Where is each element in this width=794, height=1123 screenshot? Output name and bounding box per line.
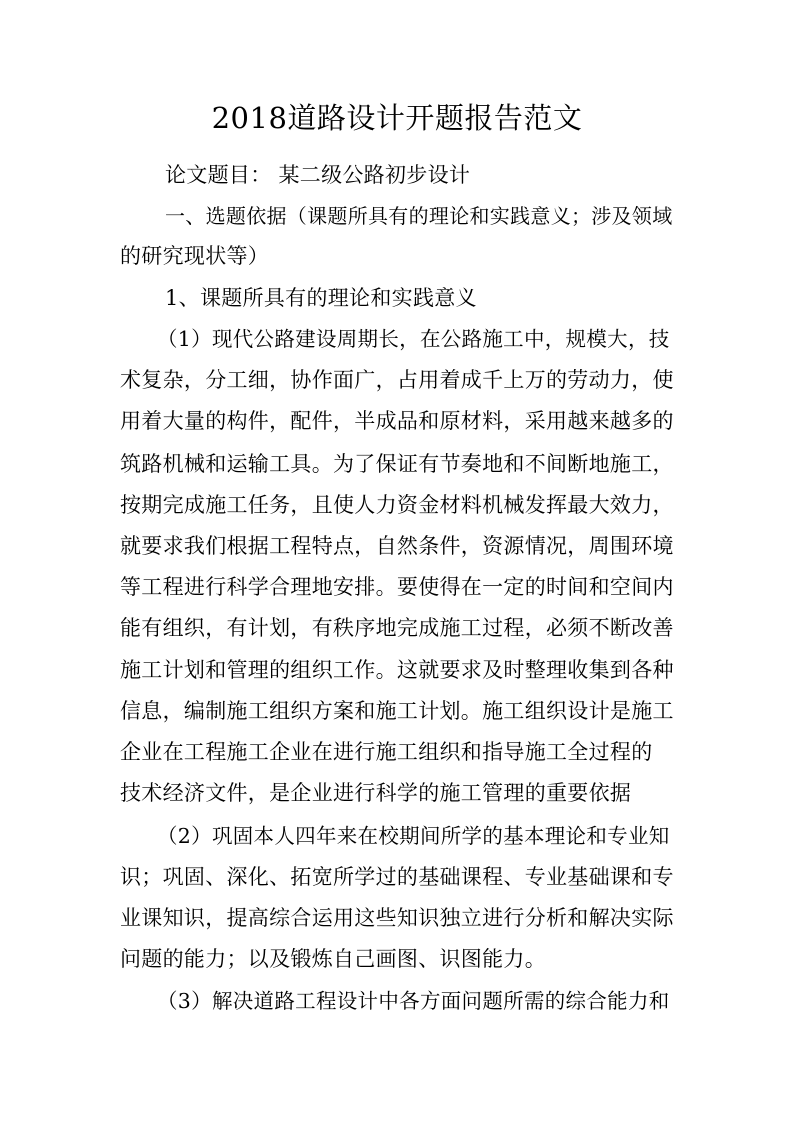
paragraph-line: （1）现代公路建设周期长，在公路施工中，规模大，技	[157, 327, 670, 351]
paragraph-line: 就要求我们根据工程特点，自然条件，资源情况，周围环境	[120, 534, 674, 558]
paragraph-line: 业课知识，提高综合运用这些知识独立进行分析和解决实际	[120, 906, 674, 930]
section-heading-line: 一、选题依据（课题所具有的理论和实践意义；涉及领域	[165, 204, 673, 228]
paragraph-line: 施工计划和管理的组织工作。这就要求及时整理收集到各种	[120, 658, 674, 682]
subsection-heading-line: 1、课题所具有的理论和实践意义	[165, 286, 477, 310]
thesis-topic-line: 论文题目： 某二级公路初步设计	[165, 163, 471, 187]
paragraph-line: 技术经济文件，是企业进行科学的施工管理的重要依据	[120, 781, 632, 805]
paragraph-line: （2）巩固本人四年来在校期间所学的基本理论和专业知	[157, 824, 670, 848]
paragraph-line: 信息，编制施工组织方案和施工计划。施工组织设计是施工	[120, 699, 674, 723]
paragraph-line: 等工程进行科学合理地安排。要使得在一定的时间和空间内	[120, 575, 674, 599]
paragraph-line: 企业在工程施工企业在进行施工组织和指导施工全过程的	[120, 740, 653, 764]
paragraph-line: 用着大量的构件，配件，半成品和原材料，采用越来越多的	[120, 409, 674, 433]
paragraph-line: 术复杂，分工细，协作面广，占用着成千上万的劳动力，使	[120, 368, 674, 392]
paragraph-line: 识；巩固、深化、拓宽所学过的基础课程、专业基础课和专	[120, 865, 674, 889]
paragraph-line: 能有组织，有计划，有秩序地完成施工过程，必须不断改善	[120, 616, 674, 640]
paragraph-line: 按期完成施工任务，且使人力资金材料机械发挥最大效力，	[120, 493, 674, 517]
document-title: 2018道路设计开题报告范文	[211, 101, 583, 135]
paragraph-line: 的研究现状等）	[120, 244, 270, 268]
paragraph-line: 筑路机械和运输工具。为了保证有节奏地和不间断地施工，	[120, 452, 674, 476]
paragraph-line: （3）解决道路工程设计中各方面问题所需的综合能力和	[157, 989, 670, 1013]
paragraph-line: 问题的能力；以及锻炼自己画图、识图能力。	[120, 947, 546, 971]
